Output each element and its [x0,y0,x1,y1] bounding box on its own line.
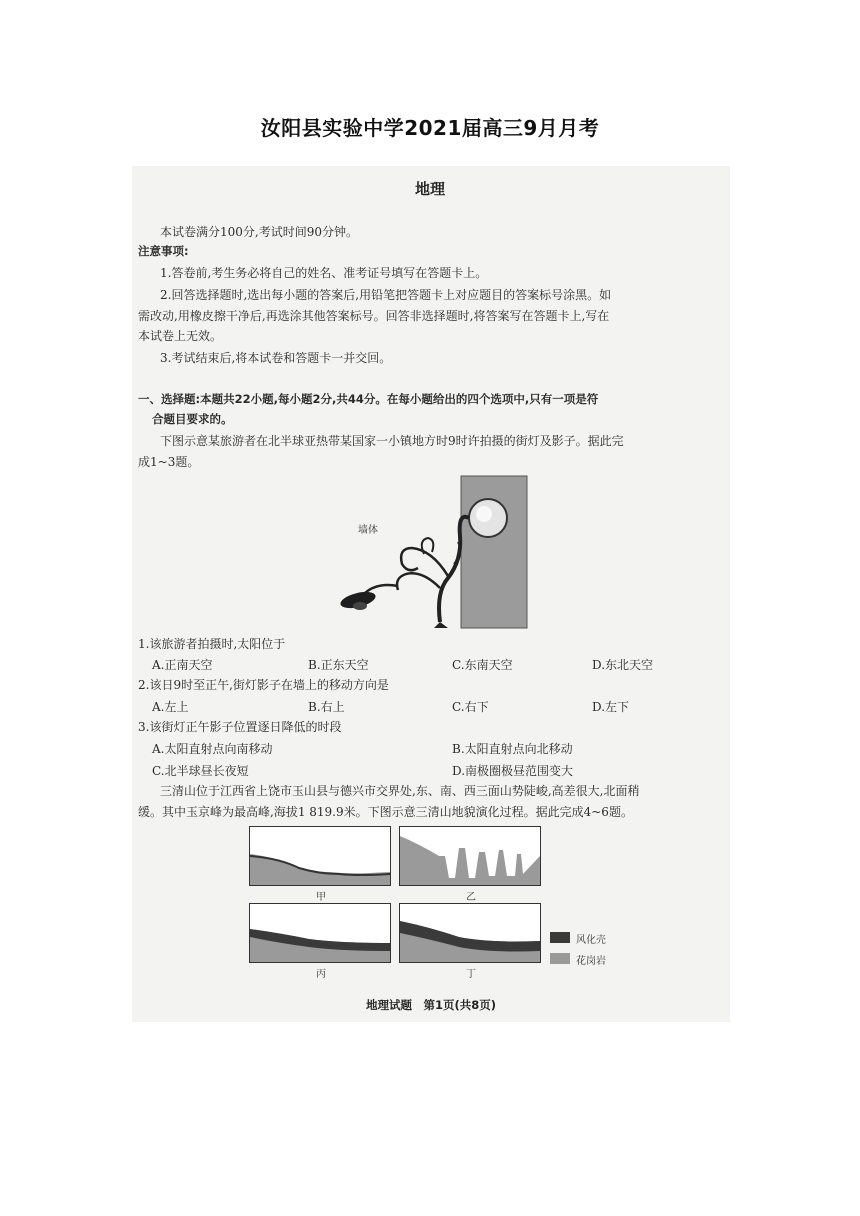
question-stem: 成1~3题。 [138,455,200,469]
subject-title: 地理 [414,180,445,198]
question-text: 3.该街灯正午影子位置逐日降低的时段 [138,720,342,734]
legend-swatch-granite [550,953,570,964]
option: A.左上 [152,700,189,714]
question-stem: 下图示意某旅游者在北半球亚热带某国家一小镇地方时9时许拍摄的街灯及影子。据此完 [160,434,624,448]
intro-text: 本试卷满分100分,考试时间90分钟。 [160,225,358,239]
question-text: 2.该日9时至正午,街灯影子在墙上的移动方向是 [138,678,389,692]
option: A.正南天空 [152,658,213,672]
question-text: 1.该旅游者拍摄时,太阳位于 [138,637,286,651]
option: D.左下 [592,700,630,714]
panel-label: 甲 [316,892,326,903]
option: D.东北天空 [592,658,654,672]
option: B.右上 [308,700,345,714]
option: B.太阳直射点向北移动 [452,742,573,756]
section-heading: 合题目要求的。 [152,412,233,426]
option: C.右下 [452,700,489,714]
notice-line: 本试卷上无效。 [138,329,223,343]
legend-swatch-weathered-crust [550,932,570,943]
panel-label: 丁 [466,969,476,980]
notice-line: 1.答卷前,考生务必将自己的姓名、准考证号填写在答题卡上。 [160,266,488,280]
panel-label: 丙 [316,969,326,980]
notice-heading: 注意事项: [138,244,189,258]
street-lamp-figure [336,472,532,630]
section-heading: 一、选择题:本题共22小题,每小题2分,共44分。在每小题给出的四个选项中,只有一项是符 [138,392,599,406]
legend-label: 风化壳 [576,935,606,946]
landform-panel-bing [249,903,391,963]
landform-panel-ding [399,903,541,963]
notice-line: 需改动,用橡皮擦干净后,再选涂其他答案标号。回答非选择题时,将答案写在答题卡上,写在 [138,309,610,323]
notice-line: 2.回答选择题时,选出每小题的答案后,用铅笔把答题卡上对应题目的答案标号涂黑。如 [160,288,612,302]
option: C.北半球昼长夜短 [152,764,249,778]
landform-panel-yi [399,826,541,886]
wall-label: 墙体 [358,525,378,536]
page-title: 汝阳县实验中学2021届高三9月月考 [260,116,600,140]
option: D.南极圈极昼范围变大 [452,764,574,778]
notice-line: 3.考试结束后,将本试卷和答题卡一并交回。 [160,351,392,365]
panel-label: 乙 [466,892,476,903]
legend-label: 花岗岩 [576,956,606,967]
page-footer: 地理试题 第1页(共8页) [365,998,496,1012]
question-stem: 三清山位于江西省上饶市玉山县与德兴市交界处,东、南、西三面山势陡峻,高差很大,北面稍 [160,784,640,798]
option: C.东南天空 [452,658,513,672]
option: A.太阳直射点向南移动 [152,742,273,756]
landform-panel-jia [249,826,391,886]
question-stem: 缓。其中玉京峰为最高峰,海拔1 819.9米。下图示意三清山地貌演化过程。据此完成4~6题。 [138,805,633,819]
option: B.正东天空 [308,658,369,672]
